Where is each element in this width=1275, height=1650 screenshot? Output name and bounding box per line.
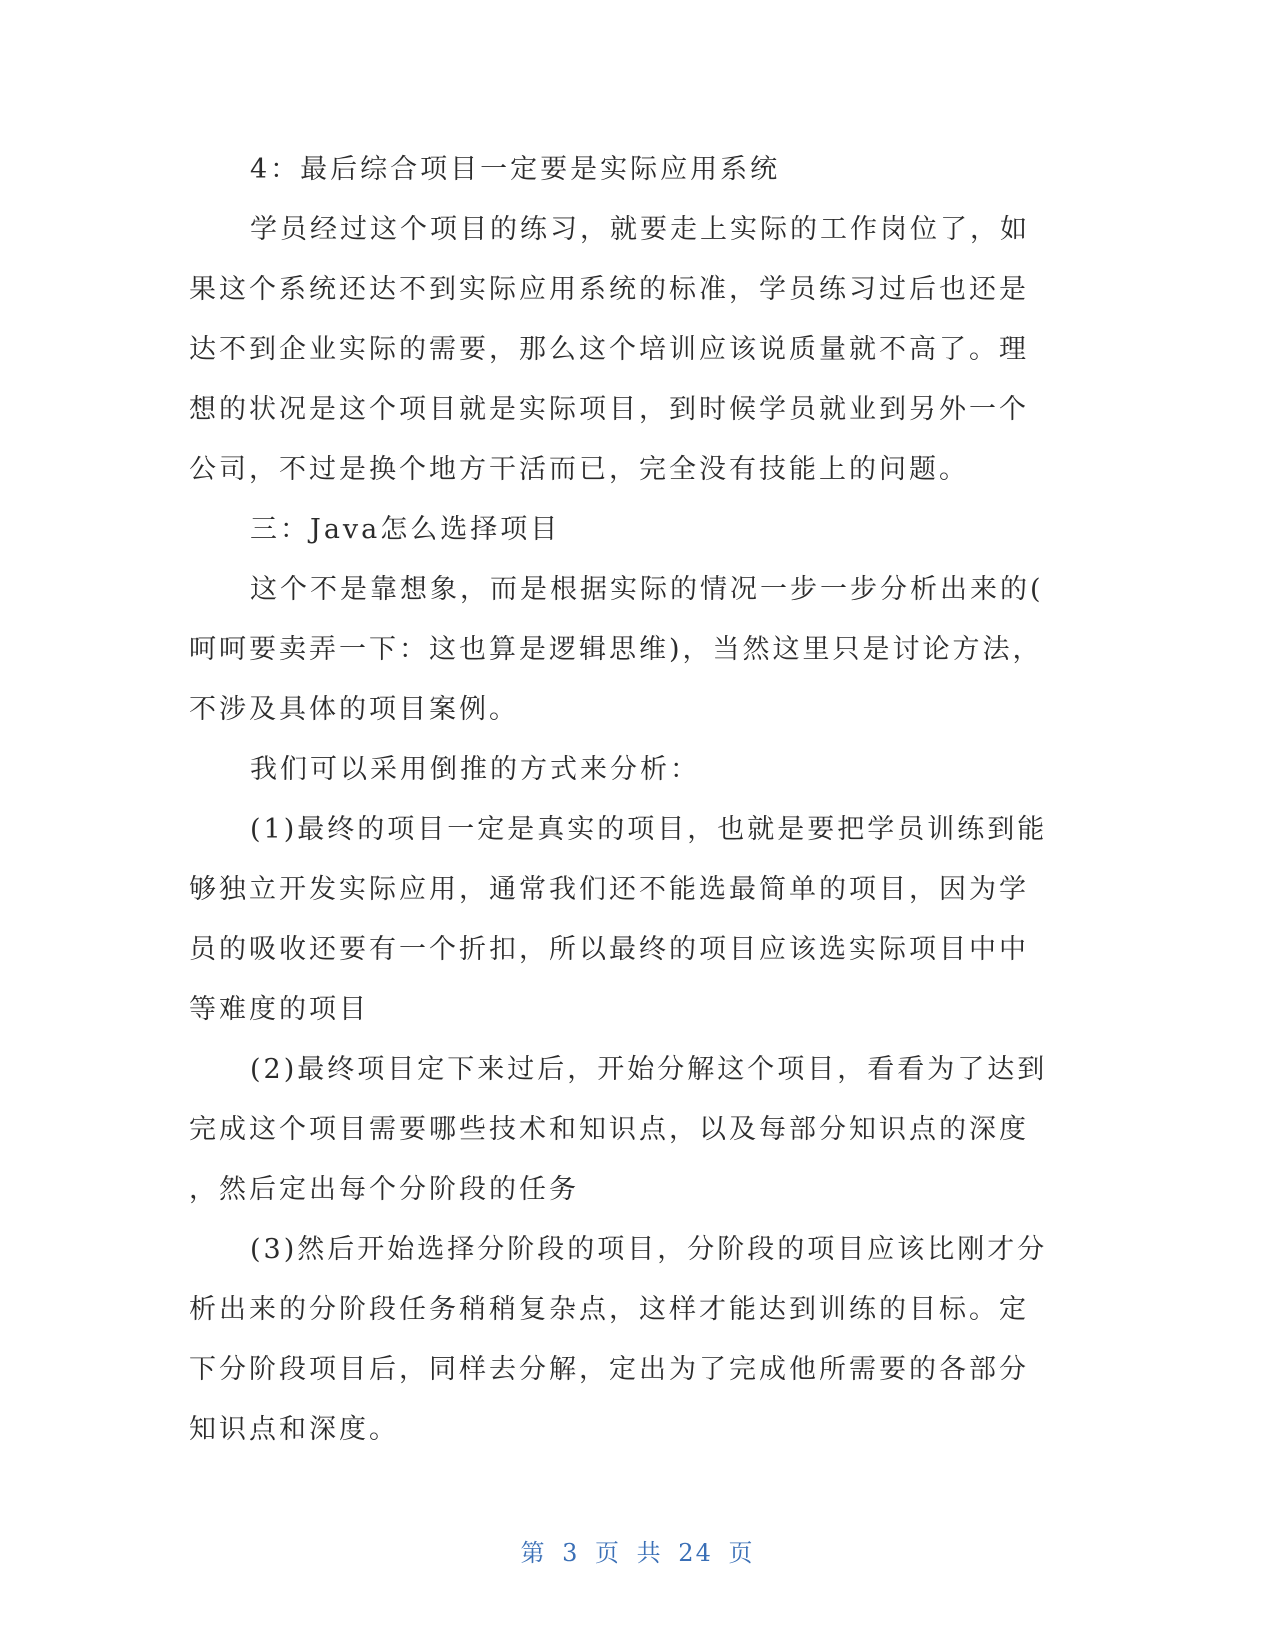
paragraph-line: 等难度的项目 <box>189 994 369 1025</box>
list-item-3: (3)然后开始选择分阶段的项目，分阶段的项目应该比刚才分 <box>250 1234 1048 1265</box>
document-body <box>189 140 1069 1460</box>
paragraph-line: 知识点和深度。 <box>189 1414 399 1445</box>
paragraph-line: 析出来的分阶段任务稍稍复杂点，这样才能达到训练的目标。定 <box>189 1294 1029 1325</box>
paragraph-line: 呵呵要卖弄一下：这也算是逻辑思维)，当然这里只是讨论方法， <box>189 634 1043 665</box>
paragraph-line: 这个不是靠想象，而是根据实际的情况一步一步分析出来的( <box>250 574 1044 605</box>
paragraph-line: 够独立开发实际应用，通常我们还不能选最简单的项目，因为学 <box>189 874 1029 905</box>
section-heading: 三：Java怎么选择项目 <box>250 514 561 545</box>
heading-final-project: 4：最后综合项目一定要是实际应用系统 <box>250 154 781 185</box>
page-footer: 第 3 页 共 24 页 <box>520 1539 755 1567</box>
paragraph-line: 学员经过这个项目的练习，就要走上实际的工作岗位了，如 <box>250 214 1030 245</box>
paragraph-line: 公司，不过是换个地方干活而已，完全没有技能上的问题。 <box>189 454 969 485</box>
paragraph-line: 不涉及具体的项目案例。 <box>189 694 519 725</box>
paragraph-line: 想的状况是这个项目就是实际项目，到时候学员就业到另外一个 <box>189 394 1029 425</box>
paragraph-line: 我们可以采用倒推的方式来分析： <box>250 754 700 785</box>
paragraph-line: 达不到企业实际的需要，那么这个培训应该说质量就不高了。理 <box>189 334 1029 365</box>
list-item-2: (2)最终项目定下来过后，开始分解这个项目，看看为了达到 <box>250 1054 1048 1085</box>
paragraph-line: 下分阶段项目后，同样去分解，定出为了完成他所需要的各部分 <box>189 1354 1029 1385</box>
paragraph-line: 完成这个项目需要哪些技术和知识点，以及每部分知识点的深度 <box>189 1114 1029 1145</box>
paragraph-line: 果这个系统还达不到实际应用系统的标准，学员练习过后也还是 <box>189 274 1029 305</box>
list-item-1: (1)最终的项目一定是真实的项目，也就是要把学员训练到能 <box>250 814 1048 845</box>
paragraph-line: ，然后定出每个分阶段的任务 <box>189 1174 579 1205</box>
paragraph-line: 员的吸收还要有一个折扣，所以最终的项目应该选实际项目中中 <box>189 934 1029 965</box>
